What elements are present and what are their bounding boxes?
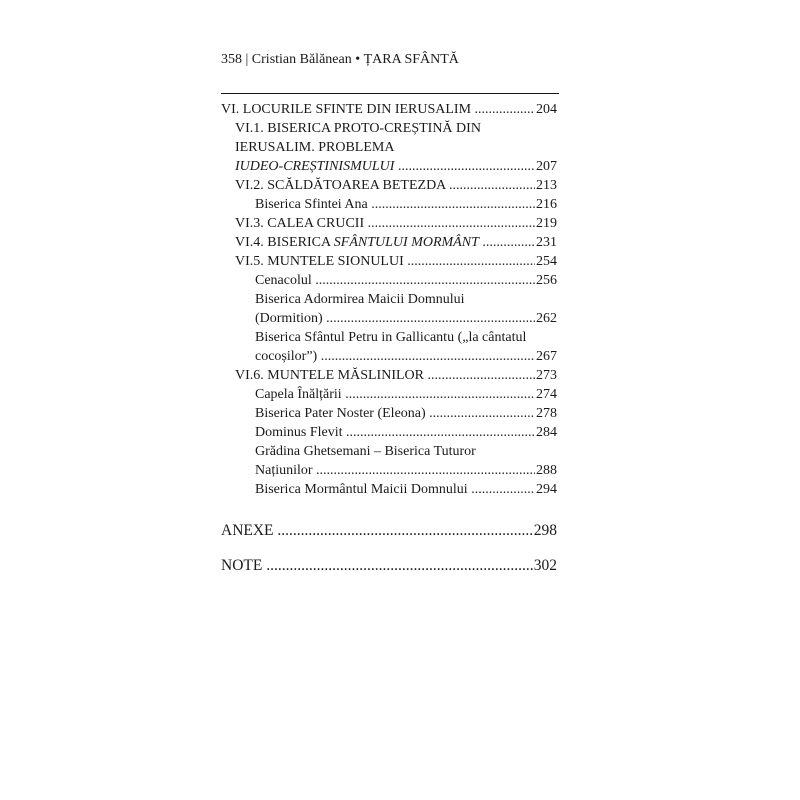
toc-entry-title: VI.1. BISERICA PROTO-CREȘTINĂ DIN [235, 121, 481, 136]
toc-entry-title: Biserica Adormirea Maicii Domnului [255, 292, 465, 307]
toc-entry[interactable] [221, 195, 557, 214]
toc-entry[interactable] [221, 385, 557, 404]
toc-entry-page: 219 [536, 216, 557, 231]
toc-entry-page: 274 [536, 387, 557, 402]
toc-entry-continuation [221, 157, 557, 176]
toc-entry-title: Dominus Flevit ..... [255, 423, 557, 442]
toc-entry-page: 267 [536, 349, 557, 364]
toc-entry-page: 294 [536, 482, 557, 497]
toc-entry-page: 254 [536, 254, 557, 269]
toc-entry[interactable] [221, 404, 557, 423]
toc-entry-continuation [221, 309, 557, 328]
toc-entry-continuation [221, 347, 557, 366]
toc-entry[interactable] [221, 252, 557, 271]
running-header: 358 | Cristian Bălănean • ȚARA SFÂNTĂ [221, 52, 459, 67]
toc-entry-title: Grădina Ghetsemani – Biserica Tuturor [255, 444, 476, 459]
toc-entry[interactable] [221, 520, 557, 542]
toc-entry-title: (Dormition) ..... [255, 309, 557, 328]
toc-entry-title: ANEXE ..... [221, 520, 557, 542]
toc-entry[interactable] [221, 423, 557, 442]
toc-entry-title: Biserica Mormântul Maicii Domnului ..... [255, 480, 557, 499]
toc-entry-title: Biserica Sfântul Petru in Gallicantu („la cântatul [255, 330, 527, 345]
toc-entry-page: 213 [536, 178, 557, 193]
toc-entry-page: 207 [536, 159, 557, 174]
toc-entry-title: VI.3. CALEA CRUCII ..... [235, 214, 557, 233]
toc-entry-title: VI. LOCURILE SFINTE DIN IERUSALIM ..... [221, 100, 557, 119]
toc-entry-title: VI.4. BISERICA [235, 235, 334, 250]
toc-entry[interactable] [221, 100, 557, 119]
toc-entry-title: VI.5. MUNTELE SIONULUI ..... [235, 252, 557, 271]
toc-entry-title: Biserica Pater Noster (Eleona) ..... [255, 404, 557, 423]
toc-entry-title: Capela Înălțării ..... [255, 385, 557, 404]
toc-entry[interactable] [221, 214, 557, 233]
table-of-contents [221, 100, 557, 577]
toc-entry[interactable] [221, 480, 557, 499]
toc-entry[interactable] [221, 233, 557, 252]
toc-entry-page: 231 [536, 235, 557, 250]
toc-entry-continuation [221, 138, 557, 157]
toc-entry-page: 216 [536, 197, 557, 212]
toc-entry[interactable] [221, 328, 557, 347]
toc-entry[interactable] [221, 555, 557, 577]
toc-entry-title: Cenacolul ..... [255, 271, 557, 290]
toc-entry-title: IERUSALIM. PROBLEMA [235, 140, 395, 155]
toc-entry-page: 288 [536, 463, 557, 478]
toc-entry-title: VI.6. MUNTELE MĂSLINILOR ..... [235, 366, 557, 385]
toc-entry-page: 284 [536, 425, 557, 440]
toc-entry-title-italic: SFÂNTULUI MORMÂNT [333, 235, 479, 250]
toc-entry-title: VI.2. SCĂLDĂTOAREA BETEZDA ..... [235, 176, 557, 195]
toc-entry-page: 298 [533, 520, 557, 542]
toc-entry-page: 273 [536, 368, 557, 383]
toc-entry-title: NOTE ..... [221, 555, 557, 577]
toc-entry-page: 256 [536, 273, 557, 288]
toc-entry-title: Națiunilor ..... [255, 461, 557, 480]
toc-entry-page: 204 [536, 102, 557, 117]
toc-entry-page: 278 [536, 406, 557, 421]
toc-entry-page: 302 [533, 555, 557, 577]
toc-entry-title: IUDEO-CREȘTINISMULUI [235, 159, 395, 174]
toc-entry[interactable] [221, 442, 557, 461]
toc-entry[interactable] [221, 271, 557, 290]
toc-entry-title: cocoșilor”) ..... [255, 347, 557, 366]
toc-entry-page: 262 [536, 311, 557, 326]
toc-entry-title: Biserica Sfintei Ana ..... [255, 195, 557, 214]
toc-entry[interactable] [221, 176, 557, 195]
header-rule [221, 93, 559, 94]
toc-entry[interactable] [221, 119, 557, 138]
toc-entry[interactable] [221, 366, 557, 385]
toc-entry[interactable] [221, 290, 557, 309]
toc-entry-continuation [221, 461, 557, 480]
